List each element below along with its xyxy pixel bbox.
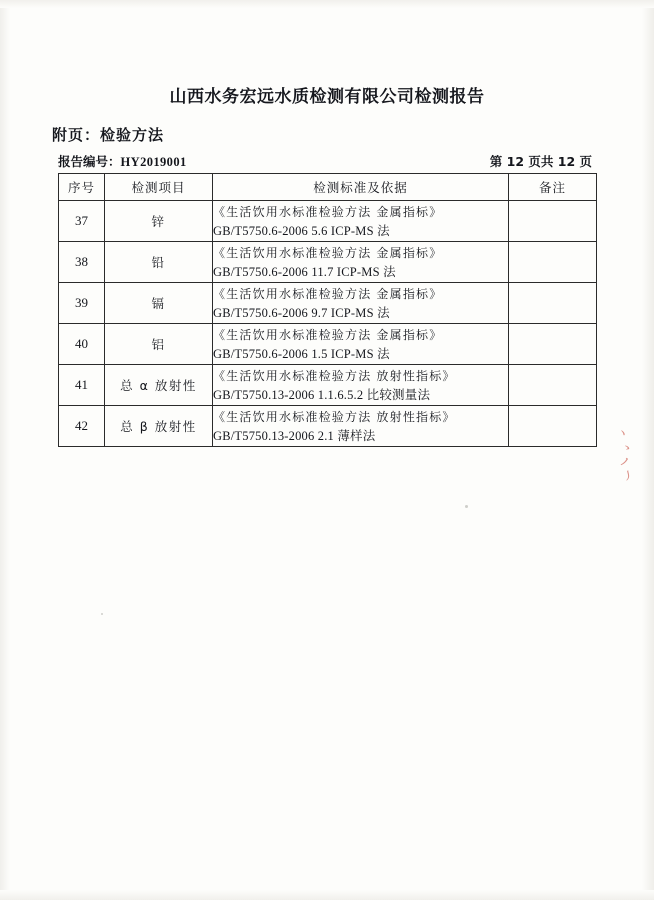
cell-no: 37 [59, 201, 105, 242]
scan-speck [465, 505, 468, 508]
page-edge-left [0, 0, 10, 900]
cell-no: 41 [59, 365, 105, 406]
cell-item: 铝 [105, 324, 213, 365]
standard-name: 《生活饮用水标准检验方法 金属指标》 [213, 287, 443, 301]
table-row [59, 242, 597, 283]
report-number-value: HY2019001 [120, 155, 187, 169]
stamp-mark-icon: 丿 [622, 469, 635, 483]
page-indicator: 第 12 页共 12 页 [489, 154, 592, 169]
cell-note [509, 324, 597, 365]
standard-code: GB/T5750.6-2006 5.6 ICP-MS 法 [213, 224, 390, 238]
cell-standard [213, 365, 509, 406]
stamp-mark-icon: ゝ [621, 442, 633, 455]
standard-code: GB/T5750.6-2006 9.7 ICP-MS 法 [213, 306, 390, 320]
table-row [59, 406, 597, 447]
standard-name: 《生活饮用水标准检验方法 金属指标》 [213, 328, 443, 342]
cell-no: 38 [59, 242, 105, 283]
column-header-item: 检测项目 [105, 174, 213, 201]
stamp-mark-icon: 丶 [616, 428, 629, 441]
standard-code: GB/T5750.6-2006 1.5 ICP-MS 法 [213, 347, 390, 361]
table-row [59, 324, 597, 365]
standard-name: 《生活饮用水标准检验方法 金属指标》 [213, 246, 443, 260]
cell-standard [213, 242, 509, 283]
scan-speck [101, 613, 103, 615]
page-title: 山西水务宏远水质检测有限公司检测报告 [169, 87, 485, 107]
cell-item: 锌 [105, 201, 213, 242]
standard-code: GB/T5750.13-2006 2.1 薄样法 [213, 429, 376, 443]
cell-standard [213, 283, 509, 324]
red-stamp-marks [606, 425, 640, 485]
table-row [59, 283, 597, 324]
standard-name: 《生活饮用水标准检验方法 金属指标》 [213, 205, 443, 219]
cell-item: 镉 [105, 283, 213, 324]
table-row [59, 365, 597, 406]
cell-item: 铅 [105, 242, 213, 283]
cell-standard [213, 201, 509, 242]
standard-code: GB/T5750.13-2006 1.1.6.5.2 比较测量法 [213, 388, 431, 402]
table-row [59, 201, 597, 242]
column-header-note: 备注 [509, 174, 597, 201]
report-number-label: 报告编号： [58, 154, 121, 169]
page-edge-top [0, 0, 654, 8]
cell-item: 总 α 放射性 [105, 365, 213, 406]
cell-item: 总 β 放射性 [105, 406, 213, 447]
cell-note [509, 242, 597, 283]
table-header-row [59, 174, 597, 201]
document-subtitle: 附页：检验方法 [52, 126, 165, 144]
standard-name: 《生活饮用水标准检验方法 放射性指标》 [213, 369, 456, 383]
cell-standard [213, 406, 509, 447]
cell-no: 39 [59, 283, 105, 324]
cell-no: 42 [59, 406, 105, 447]
column-header-no: 序号 [59, 174, 105, 201]
cell-note [509, 406, 597, 447]
cell-standard [213, 324, 509, 365]
cell-note [509, 283, 597, 324]
page-edge-right [642, 0, 654, 900]
column-header-standard: 检测标准及依据 [213, 174, 509, 201]
test-methods-table [58, 173, 597, 447]
cell-note [509, 365, 597, 406]
stamp-mark-icon: ノ [619, 456, 631, 469]
standard-code: GB/T5750.6-2006 11.7 ICP-MS 法 [213, 265, 396, 279]
report-number [58, 152, 187, 170]
cell-note [509, 201, 597, 242]
cell-no: 40 [59, 324, 105, 365]
page-edge-bottom [0, 890, 654, 900]
standard-name: 《生活饮用水标准检验方法 放射性指标》 [213, 410, 456, 424]
